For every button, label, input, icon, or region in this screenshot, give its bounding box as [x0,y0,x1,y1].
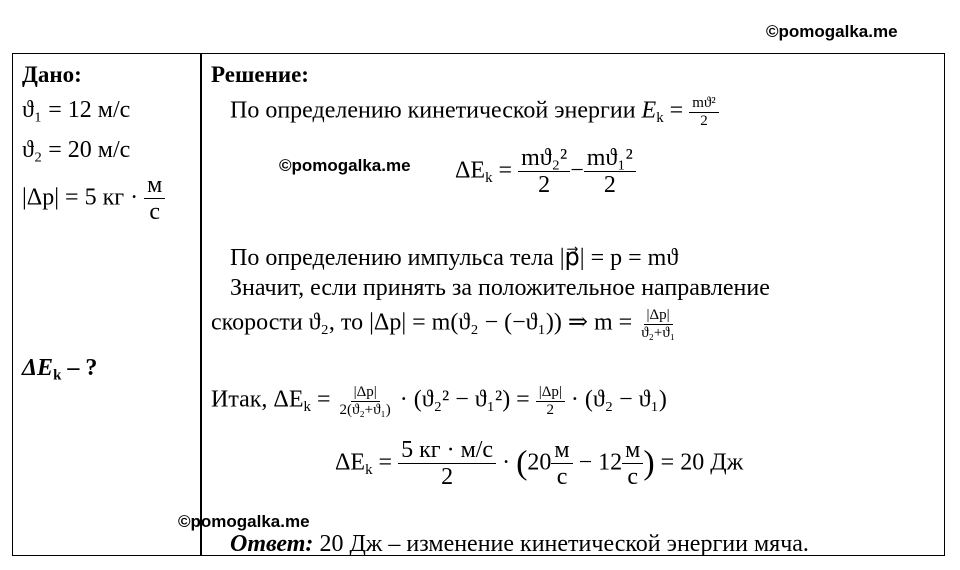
solution-line-final-formula [211,384,667,418]
line2-fraction-1 [518,145,570,199]
line7-unit-1 [551,437,572,491]
given-momentum-change [22,172,165,226]
line7-u1-num: м [551,437,572,464]
solution-header: Решение: [211,62,309,87]
find-quantity [22,355,97,382]
line7-lhs-sub: k [365,461,373,478]
line7-minus: − 12 [572,449,623,476]
line6-mid: · (ϑ₂² − ϑ₁²) = [393,386,536,413]
line2-den1: 2 [538,172,551,199]
line2-num2: mϑ₁² [584,145,636,172]
line7-a: 20 [527,449,552,476]
solution-line-mass-expression [211,307,678,341]
line2-den2: 2 [603,172,616,199]
find-symbol: ΔE [22,355,54,381]
watermark-middle: ©pomogalka.me [279,156,411,175]
line6-fraction-2 [536,384,565,418]
solution-line-kinetic-definition [230,95,719,129]
answer-text: 20 Дж – изменение кинетической энергии мяча. [313,531,809,557]
line5-fraction [638,307,678,341]
line1-text: По определению кинетической энергии [230,97,642,124]
line1-den: 2 [700,112,708,129]
find-suffix: – ? [61,355,98,381]
line6-end: · (ϑ₂ − ϑ₁) [564,386,667,413]
line6-prefix: Итак, ΔE [211,386,304,413]
line7-den: 2 [441,464,454,491]
line2-minus: − [570,157,584,184]
given-dp-prefix: |Δp| = 5 кг · [22,184,139,211]
line6-eq: = [310,386,337,413]
solution-line-momentum-definition: По определению импульса тела |p⃗| = p = mϑ [230,245,679,271]
column-divider [200,53,202,556]
solution-line-energy-change [455,145,636,199]
line7-unit-2 [622,437,643,491]
line2-eq: = [492,157,519,184]
line7-u2-num: м [622,437,643,464]
given-dp-unit-fraction [144,172,165,226]
solution-line-positive-direction: Значит, если принять за положительное направление [230,275,770,301]
line7-close-paren: ) [643,444,655,482]
line2-lhs-sub: k [485,169,493,186]
given-v2: ϑ₂ = 20 м/с [22,137,131,163]
solution-line-numeric-result [335,437,743,491]
line1-eq: = [663,97,690,124]
line7-result: = 20 Дж [654,449,744,476]
find-symbol-sub: k [53,367,62,384]
watermark-top-right: ©pomogalka.me [766,22,898,41]
line7-open-paren: ( [516,444,528,482]
line1-num: mϑ² [689,95,719,113]
line1-lhs-sub: k [656,109,664,126]
line6-den1: 2(ϑ₂+ϑ₁) [339,401,391,418]
line7-num: 5 кг · м/с [398,437,496,464]
given-dp-unit-den: с [149,199,160,226]
line6-num2: |Δp| [536,384,565,402]
line7-fraction [398,437,496,491]
line7-u1-den: с [556,464,568,491]
line5-den: ϑ₂+ϑ₁ [641,324,675,341]
line7-dot: · [496,449,517,476]
given-v1: ϑ₁ = 12 м/с [22,97,131,123]
line6-den2: 2 [546,401,555,418]
answer-line [230,531,809,558]
line7-u2-den: с [627,464,639,491]
line5-num: |Δp| [644,307,673,325]
line7-eq: = [372,449,399,476]
line6-fraction-1 [337,384,394,418]
given-header: Дано: [22,62,82,87]
watermark-bottom-left: ©pomogalka.me [178,512,310,531]
given-dp-unit-num: м [144,172,165,199]
line5-text: скорости ϑ₂, то |Δp| = m(ϑ₂ − (−ϑ₁)) ⇒ m = [211,309,639,336]
line1-lhs: E [641,97,657,124]
line2-fraction-2 [584,145,636,199]
line2-lhs: ΔE [455,157,486,184]
line7-lhs: ΔE [335,449,366,476]
line1-fraction [689,95,719,129]
line6-sub: k [303,398,311,415]
line2-num1: mϑ₂² [518,145,570,172]
line6-num1: |Δp| [351,384,380,402]
answer-label: Ответ: [230,531,314,557]
